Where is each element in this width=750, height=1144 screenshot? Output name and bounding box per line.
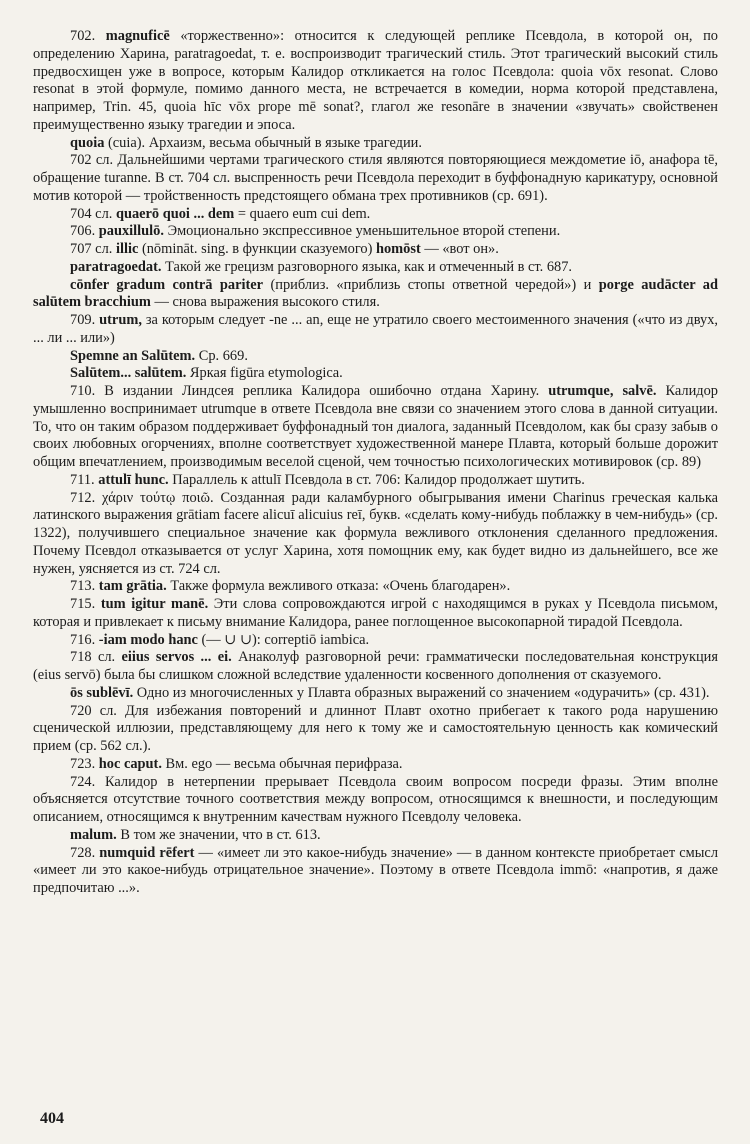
commentary-paragraph [33,703,718,756]
lemma-text: quoia [70,134,105,151]
lemma-text: hoc caput. [98,755,162,772]
commentary-paragraph [33,649,718,685]
commentary-paragraph [33,206,718,224]
comment-text: — «вот он». [420,241,499,257]
commentary-paragraph [33,756,718,774]
comment-text: за которым следует -ne ... an, еще не утратило своего местоименного значения («что из двух, ... ли ... или») [33,312,719,346]
commentary-paragraph [33,383,718,472]
comment-text: 716. [70,631,99,648]
commentary-paragraph [33,578,718,596]
lemma-text: attulī hunc. [98,471,169,488]
commentary-paragraph [33,223,718,241]
commentary-paragraph [33,135,718,153]
comment-text: 710. В издании Линдсея реплика Калидора ошибочно отдана Харину. [70,383,549,399]
lemma-text: illic [115,241,139,257]
lemma-text: paratragoedat. [70,258,162,275]
lemma-text: porge audācter ad salūtem bracchium [33,276,719,311]
comment-text: 704 сл. [70,205,116,222]
comment-text: Анаколуф разговорной речи: грамматически последовательная конструкция (eius servō) была бы слишком сложной вследствие удаленности косвенного дополнения от сказуемого. [33,649,718,683]
lemma-text: utrumque, salvē. [548,383,657,399]
commentary-paragraph [33,827,718,845]
comment-text: 707 сл. [70,241,116,257]
lemma-text: Spemne an Salūtem. [70,347,196,364]
commentary-paragraph [33,312,718,348]
comment-text: Вм. ego — весьма обычная перифраза. [161,755,403,772]
comment-text: Одно из многочисленных у Плавта образных выражений со значением «одурачить» (ср. 431). [133,684,710,701]
lemma-text: eiius servos ... ei. [121,649,232,666]
comment-text: 715. [70,596,101,612]
commentary-paragraph [33,472,718,490]
lemma-text: malum. [70,826,117,843]
lemma-text: cōnfer gradum contrā pariter [70,276,264,293]
lemma-text: -iam modo hanc [98,631,198,648]
commentary-paragraph [33,596,718,632]
lemma-text: ōs sublēvī. [70,684,134,701]
commentary-paragraph [33,348,718,366]
commentary-paragraph [33,845,718,898]
lemma-text: numquid rēfert [99,844,195,861]
page-number: 404 [40,1110,64,1127]
comment-text: Эмоционально экспрессивное уменьшительное второй степени. [163,223,561,240]
comment-text: Яркая figūra etymologica. [186,365,343,382]
commentary-paragraph [33,632,718,650]
comment-text: 723. [70,755,99,772]
comment-text: 718 сл. [70,649,122,666]
comment-text: Также формула вежливого отказа: «Очень благодарен». [166,578,511,595]
lemma-text: pauxillulō. [98,223,164,240]
comment-text: «торжественно»: относится к следующей реплике Псевдола, в которой он, по определению Харина, paratragoedat, т. е. воспроизводит трагический стиль. Этот трагический высокий стиль предвосхищен уже в вопросе, которым Калидор откликается на голос Псевдола: quoia vōx resonat. Слово resonat в этой формуле, помимо данного места, не встречается в комедии, норма которой представлена, например, Trin. 45, quoia hīc vōx prope mē sonat?, глагол же resonāre в значении «звучать» свойственен преимущественно языку трагедии и эпоса. [33,28,719,133]
lemma-text: tam grātia. [98,578,167,595]
commentary-paragraph [33,241,718,259]
commentary-paragraph [33,685,718,703]
comment-text: 728. [70,844,100,861]
comment-text: 724. Калидор в нетерпении прерывает Псевдола своим вопросом посреди фразы. Этим вполне объясняется отсутствие точного соответствия между вопросом, относящимся к внешности, и последующим описанием, относящимся к внутренним качествам нужного Псевдолу человека. [33,773,718,825]
comment-text: (nōmināt. sing. в функции сказуемого) [138,241,376,257]
comment-text: 712. χάριν τούτῳ ποιῶ. Созданная ради каламбурного обыгрывания имени Charinus греческая калька латинского выражения grātiam facere alicuī alicuius reī, букв. «сделать кому-нибудь поблажку в чем-нибудь» (ср. 1322), получившего специальное значение как формула вежливого отклонения сделанного предложения. Почему Псевдол отказывается от услуг Харина, хотя помощник ему, как будет видно из дальнейшего, все же нужен, уясняется из ст. 724 сл. [33,489,718,577]
comment-text: Параллель к attulī Псевдола в ст. 706: Калидор продолжает шутить. [168,471,585,488]
lemma-text: Salūtem... salūtem. [70,365,187,382]
commentary-paragraph [33,365,718,383]
comment-text: (— ∪ ∪): correptiō iambica. [197,631,370,648]
commentary-paragraph [33,259,718,277]
comment-text: Эти слова сопровождаются игрой с находящимся в руках у Псевдола письмом, которая и привлекает к письму внимание Калидора, ранее поглощенное высокопарной тирадой Псевдола. [33,596,719,630]
comment-text: 709. [70,312,100,328]
comment-text: 706. [70,223,99,240]
comment-text: В том же значении, что в ст. 613. [116,826,321,843]
comment-text: — снова выражения высокого стиля. [150,294,380,311]
lemma-text: magnuficē [105,28,170,44]
commentary-paragraph [33,28,718,135]
lemma-text: homōst [375,241,421,257]
comment-text: Ср. 669. [195,347,248,364]
comment-text: 713. [70,578,99,595]
commentary-paragraph [33,277,718,313]
comment-text: Такой же грецизм разговорного языка, как и отмеченный в ст. 687. [161,258,573,275]
commentary-text [33,28,718,898]
commentary-paragraph [33,152,718,205]
comment-text: Калидор умышленно воспринимает utrumque в ответе Псевдола вне связи со значением этого слова в данной ситуации. То, что он таким образом поддерживает буффонадный тон диалога, заданный Псевдолом, как бы сразу забыв о своих любовных огорчениях, вполне соответствует художественной манере Плавта, который больше дорожит общим впечатлением, производимым веселой сценой, чем точностью психологических мотивировок (ср. 89) [33,383,718,470]
comment-text: 720 сл. Для избежания повторений и длиннот Плавт охотно прибегает к такого рода нарушению сценической иллюзии, представляющему для него к тому же и самостоятельную ценность как комический прием (ср. 562 сл.). [33,702,718,754]
lemma-text: tum igitur manē. [100,596,209,612]
comment-text: = quaero eum cui dem. [234,205,371,222]
comment-text: (приблиз. «приблизь стопы ответной чередой») и [263,276,599,293]
commentary-paragraph [33,490,718,579]
lemma-text: quaerō quoi ... dem [115,205,235,222]
comment-text: 702 сл. Дальнейшими чертами трагического стиля являются повторяющиеся междометие iō, анафора tē, обращение turanne. В ст. 704 сл. выспренность речи Псевдола переходит в буффонадную карикатуру, основной мотив которой — тройственность предстоящего обмана трех противников (ср. 691). [33,152,718,204]
comment-text: (cuia). Архаизм, весьма обычный в языке трагедии. [104,134,422,151]
commentary-paragraph [33,774,718,827]
comment-text: 702. [70,28,106,44]
comment-text: — «имеет ли это какое-нибудь значение» — в данном контексте приобретает смысл «имеет ли это какое-нибудь отрицательное значение». Поэтому в ответе Псевдола immō: «напротив, я даже предпочитаю ...». [33,844,718,896]
lemma-text: utrum, [99,312,142,328]
comment-text: 711. [70,471,99,488]
